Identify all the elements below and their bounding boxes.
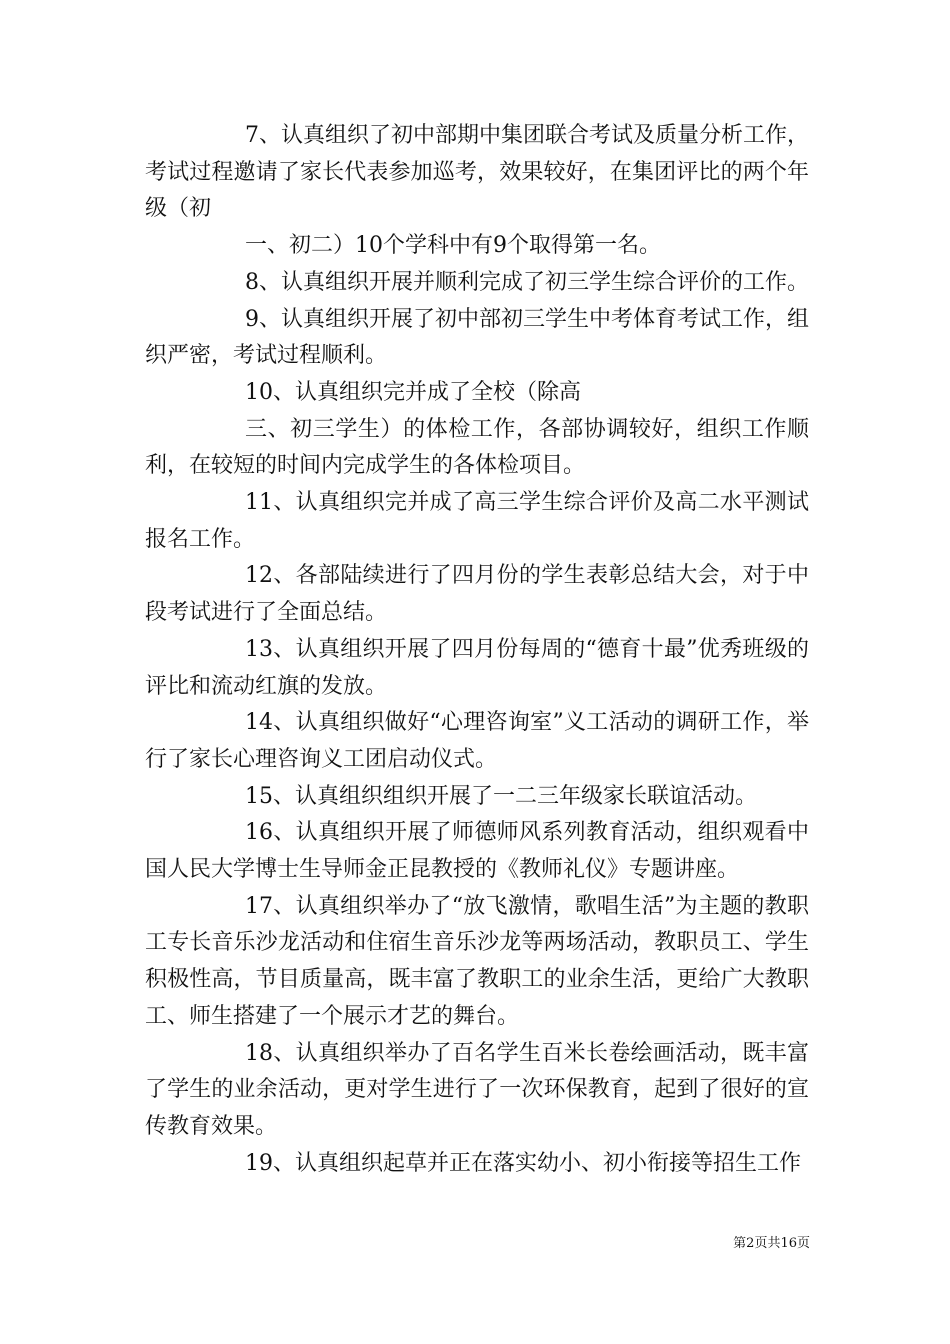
paragraph-7-continued: 一、初二）10个学科中有9个取得第一名。 <box>245 233 661 259</box>
paragraph-18: 18、认真组织举办了百名学生百米长卷绘画活动，既丰富了学生的业余活动，更对学生进行了一次环保教育，起到了很好的宣传教育效果。 <box>145 1040 809 1139</box>
paragraph-8: 8、认真组织开展并顺利完成了初三学生综合评价的工作。 <box>245 269 809 295</box>
document-body <box>145 118 809 1182</box>
paragraph-9: 9、认真组织开展了初中部初三学生中考体育考试工作，组织严密，考试过程顺利。 <box>145 306 809 369</box>
paragraph-11: 11、认真组织完并成了高三学生综合评价及高二水平测试报名工作。 <box>145 490 809 552</box>
paragraph-17: 17、认真组织举办了“放飞激情，歌唱生活”为主题的教职工专长音乐沙龙活动和住宿生音乐沙龙等两场活动，教职员工、学生积极性高，节目质量高，既丰富了教职工的业余生活，更给广大教职工、师生搭建了一个展示才艺的舞台。 <box>145 893 809 1029</box>
paragraph-16: 16、认真组织开展了师德师风系列教育活动，组织观看中国人民大学博士生导师金正昆教授的《教师礼仪》专题讲座。 <box>145 820 809 883</box>
paragraph-12: 12、各部陆续进行了四月份的学生表彰总结大会，对于中段考试进行了全面总结。 <box>145 563 809 626</box>
paragraph-19: 19、认真组织起草并正在落实幼小、初小衔接等招生工作 <box>245 1150 801 1176</box>
page-number-footer: 第2页共16页 <box>733 1236 810 1251</box>
paragraph-10: 10、认真组织完并成了全校（除高 <box>245 379 581 405</box>
paragraph-7: 7、认真组织了初中部期中集团联合考试及质量分析工作，考试过程邀请了家长代表参加巡考，效果较好，在集团评比的两个年级（初 <box>145 123 809 222</box>
paragraph-15: 15、认真组织组织开展了一二三年级家长联谊活动。 <box>245 783 757 809</box>
paragraph-13: 13、认真组织开展了四月份每周的“德育十最”优秀班级的评比和流动红旗的发放。 <box>145 636 809 699</box>
paragraph-14: 14、认真组织做好“心理咨询室”义工活动的调研工作，举行了家长心理咨询义工团启动仪式。 <box>145 710 809 772</box>
paragraph-10-continued: 三、初三学生）的体检工作，各部协调较好，组织工作顺利，在较短的时间内完成学生的各体检项目。 <box>145 416 809 479</box>
